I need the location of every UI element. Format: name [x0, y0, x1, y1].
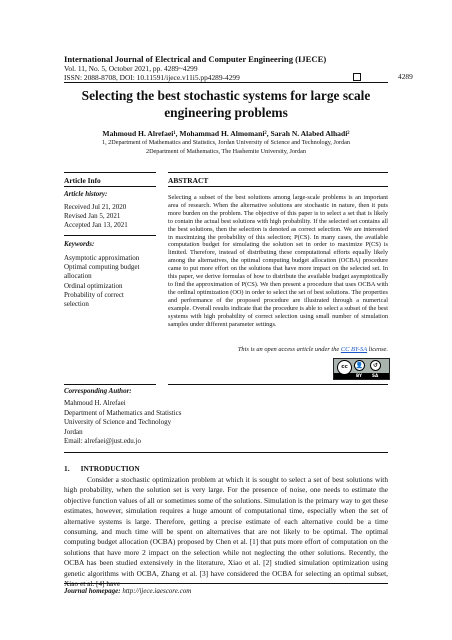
article-info-top-rule	[64, 172, 156, 173]
abstract-bottom-rule	[168, 384, 388, 385]
corr-top-rule	[64, 384, 156, 385]
intro-heading: 1. INTRODUCTION	[64, 464, 140, 473]
abstract-rule	[168, 186, 388, 187]
intro-body	[64, 475, 388, 589]
header-rule	[64, 82, 388, 83]
affiliation-2: 2Department of Mathematics, The Hashemite University, Jordan	[146, 148, 306, 155]
person-icon: 👤	[355, 362, 364, 369]
license-link[interactable]: CC BY-SA	[340, 346, 368, 353]
article-info-rule	[64, 186, 156, 187]
intro-paragraph: Consider a stochastic optimization problem at which it is sought to select a set of best solutions with high probability, when the solution set is very large. For the presence of noise, one needs to estimate the objective function values of all or sometimes some of the solutions. Simulation is the primary way to get these estimates, however, simulation requires a huge amount of computational time, especially when the set of alternative systems is large. Therefore, getting a precise estimate of each alternative could be a time consuming, and much time will be spent on alternatives that are not likely to be optimal. The optimal computing budget allocation (OCBA) proposed by Chen et al. [1] that puts more effort of computation on the solutions that have more 2 impact on the selection while not neglecting the other solutions. Recently, the OCBA has been studied extensively in the literature, Xiao et al. [2] studied simulation optimization using genetic algorithms with OCBA, Zhang et al. [3] have considered the OCBA for selecting an optimal subset,	[64, 475, 388, 578]
history-item: Received Jul 21, 2020	[64, 203, 127, 211]
abstract-top-rule	[168, 172, 388, 173]
badge-sa-label: SA	[372, 373, 379, 378]
corr-line: Mahmoud H. Alrefaei	[64, 399, 126, 407]
share-alike-icon: ↺	[370, 360, 381, 371]
article-info-heading: Article Info	[64, 176, 101, 185]
corr-line: Department of Mathematics and Statistics	[64, 408, 182, 417]
keywords-rule	[64, 235, 156, 236]
keyword-item: Asymptotic approximation	[64, 254, 140, 262]
corr-email: Email: alrefaei@just.edu.jo	[64, 437, 142, 446]
footer	[64, 587, 191, 595]
square-icon	[353, 73, 361, 81]
history-heading: Article history:	[64, 190, 108, 198]
affiliation-1: 1, 2Department of Mathematics and Statistics, Jordan University of Science and Technology, Jordan	[101, 139, 351, 146]
keyword-item: Ordinal optimization	[64, 281, 123, 290]
section-rule	[64, 452, 388, 453]
keywords-heading: Keywords:	[64, 240, 95, 248]
homepage-link[interactable]: http://ijece.iaescore.com	[122, 587, 192, 595]
page-number: 4289	[398, 72, 413, 81]
history-item: Revised Jan 5, 2021	[64, 212, 121, 221]
cc-icon: cc	[337, 360, 352, 375]
keyword-item: allocation	[64, 272, 92, 281]
corr-line: University of Science and Technology	[64, 418, 172, 427]
abstract-text: Selecting a subset of the best solutions among large-scale problems is an important area of research. When the alternative solutions are stochastic in nature, then it puts more burden on the problem. The objective of this paper is to select a set that is likely to contain the actual best solutions with high probability. If the selected set contains all the best solutions, then the selection is denoted as correct selection. We are interested in maximizing the probability of this selection; P(CS). In many cases, the available computation budget for simulating the solution set in order to maximize P(CS) is limited. Therefore, instead of distributing these computational efforts equally likely among the alternatives, the optimal computing budget allocation (OCBA) procedure came to put more effort on the solutions that have more impact on the selected set. In this paper, we derive formulas of how to distribute the available budget asymptotically to find the approximation of P(CS). We then present a procedure that uses OCBA with the ordinal optimization (OO) in order to select the set of best solutions. The properties and performance of the proposed procedure are illustrated through a numerical example. Overall results indicate that the procedure is able to select a subset of the best systems with high probability of correct selection using small number of simulation samples under different parameter settings.	[168, 194, 388, 328]
journal-name: International Journal of Electrical and Computer Engineering (IJECE)	[64, 54, 327, 64]
open-access-suffix: license.	[367, 346, 388, 353]
cc-license-badge[interactable]	[333, 358, 390, 380]
keyword-item: Probability of correct	[64, 290, 124, 299]
badge-by-label: BY	[356, 373, 362, 378]
keyword-item: Optimal computing budget	[64, 263, 140, 272]
open-access-note	[168, 346, 388, 353]
corr-details	[64, 399, 181, 447]
keywords-list	[64, 254, 139, 309]
issn-line: ISSN: 2088-8708, DOI: 10.11591/ijece.v11i5.pp4289-4299	[64, 73, 240, 82]
abstract-heading: ABSTRACT	[168, 176, 209, 185]
footer-label: Journal homepage:	[64, 587, 121, 595]
history-list	[64, 203, 128, 231]
footer-rule	[64, 583, 388, 584]
keyword-item: selection	[64, 300, 89, 309]
history-item: Accepted Jan 13, 2021	[64, 221, 128, 230]
authors: Mahmoud H. Alrefaei¹, Mohammad H. Almomani², Sarah N. Alabed Alhadi²	[102, 129, 350, 138]
corr-line: Jordan	[64, 427, 83, 436]
paper-title: Selecting the best stochastic systems for large scale engineering problems	[81, 88, 371, 120]
open-access-prefix: This is an open access article under the	[237, 346, 341, 353]
volume-line: Vol. 11, No. 5, October 2021, pp. 4289~4299	[64, 64, 198, 73]
corr-heading: Corresponding Author:	[64, 387, 132, 395]
